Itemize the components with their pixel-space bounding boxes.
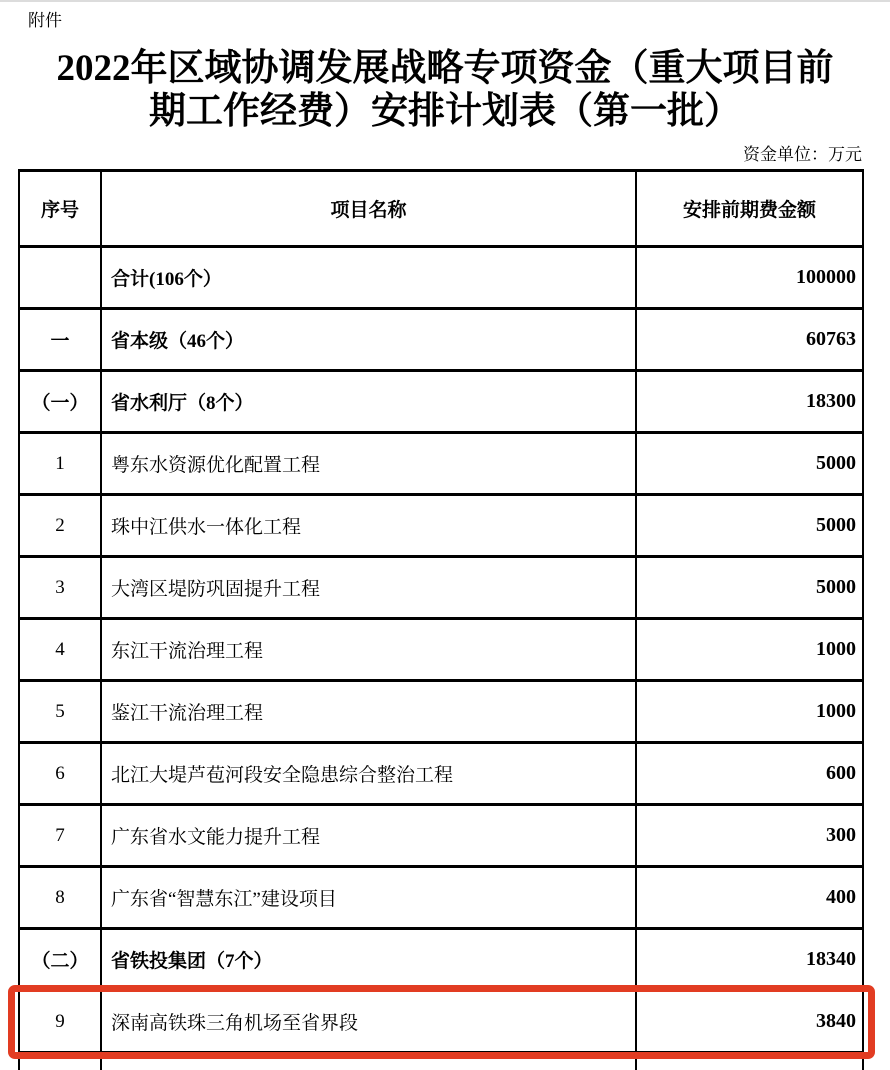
project-name-cell: 大湾区堤防巩固提升工程 — [101, 557, 636, 619]
seq-cell: 6 — [19, 743, 101, 805]
table-row — [19, 495, 863, 557]
unit-note: 资金单位：万元 — [743, 145, 862, 164]
amount-cell: 5000 — [636, 495, 863, 557]
seq-cell: 8 — [19, 867, 101, 929]
seq-cell: 7 — [19, 805, 101, 867]
seq-cell — [19, 1053, 101, 1070]
seq-cell: 一 — [19, 309, 101, 371]
table-row — [19, 309, 863, 371]
table-row — [19, 247, 863, 309]
top-hairline — [0, 0, 890, 2]
amount-cell — [636, 1053, 863, 1070]
project-name-cell: 省铁投集团（7个） — [101, 929, 636, 991]
amount-cell: 600 — [636, 743, 863, 805]
amount-cell: 1000 — [636, 619, 863, 681]
project-name-cell: 北江大堤芦苞河段安全隐患综合整治工程 — [101, 743, 636, 805]
amount-cell: 5000 — [636, 557, 863, 619]
header-amount: 安排前期费金额 — [636, 171, 863, 247]
amount-cell: 18340 — [636, 929, 863, 991]
seq-cell: 3 — [19, 557, 101, 619]
amount-cell: 300 — [636, 805, 863, 867]
project-name-cell — [101, 1053, 636, 1070]
seq-cell: （一） — [19, 371, 101, 433]
page-title-line-1: 2022年区域协调发展战略专项资金（重大项目前 — [56, 48, 834, 89]
table-row — [19, 619, 863, 681]
project-name-cell: 广东省水文能力提升工程 — [101, 805, 636, 867]
table-row — [19, 371, 863, 433]
table-row-partial — [19, 1053, 863, 1070]
project-name-cell: 省水利厅（8个） — [101, 371, 636, 433]
fund-allocation-table — [18, 169, 864, 1070]
project-name-cell: 粤东水资源优化配置工程 — [101, 433, 636, 495]
seq-cell: 4 — [19, 619, 101, 681]
page-title — [0, 47, 890, 133]
page-title-line-2: 期工作经费）安排计划表（第一批） — [149, 91, 741, 132]
header-seq: 序号 — [19, 171, 101, 247]
table-row — [19, 743, 863, 805]
project-name-cell: 合计(106个） — [101, 247, 636, 309]
amount-cell: 1000 — [636, 681, 863, 743]
seq-cell: 5 — [19, 681, 101, 743]
table-row — [19, 991, 863, 1053]
header-project-name: 项目名称 — [101, 171, 636, 247]
table-row — [19, 681, 863, 743]
table-row — [19, 929, 863, 991]
seq-cell: （二） — [19, 929, 101, 991]
table-row — [19, 557, 863, 619]
seq-cell — [19, 247, 101, 309]
seq-cell: 2 — [19, 495, 101, 557]
project-name-cell: 珠中江供水一体化工程 — [101, 495, 636, 557]
project-name-cell: 东江干流治理工程 — [101, 619, 636, 681]
amount-cell: 60763 — [636, 309, 863, 371]
amount-cell: 400 — [636, 867, 863, 929]
amount-cell: 100000 — [636, 247, 863, 309]
table-row — [19, 867, 863, 929]
project-name-cell: 鉴江干流治理工程 — [101, 681, 636, 743]
amount-cell: 18300 — [636, 371, 863, 433]
attachment-label: 附件 — [28, 11, 62, 30]
seq-cell: 9 — [19, 991, 101, 1053]
table-header-row — [19, 171, 863, 247]
amount-cell: 5000 — [636, 433, 863, 495]
table-row — [19, 433, 863, 495]
project-name-cell: 深南高铁珠三角机场至省界段 — [101, 991, 636, 1053]
project-name-cell: 广东省“智慧东江”建设项目 — [101, 867, 636, 929]
table-row — [19, 805, 863, 867]
amount-cell: 3840 — [636, 991, 863, 1053]
seq-cell: 1 — [19, 433, 101, 495]
project-name-cell: 省本级（46个） — [101, 309, 636, 371]
